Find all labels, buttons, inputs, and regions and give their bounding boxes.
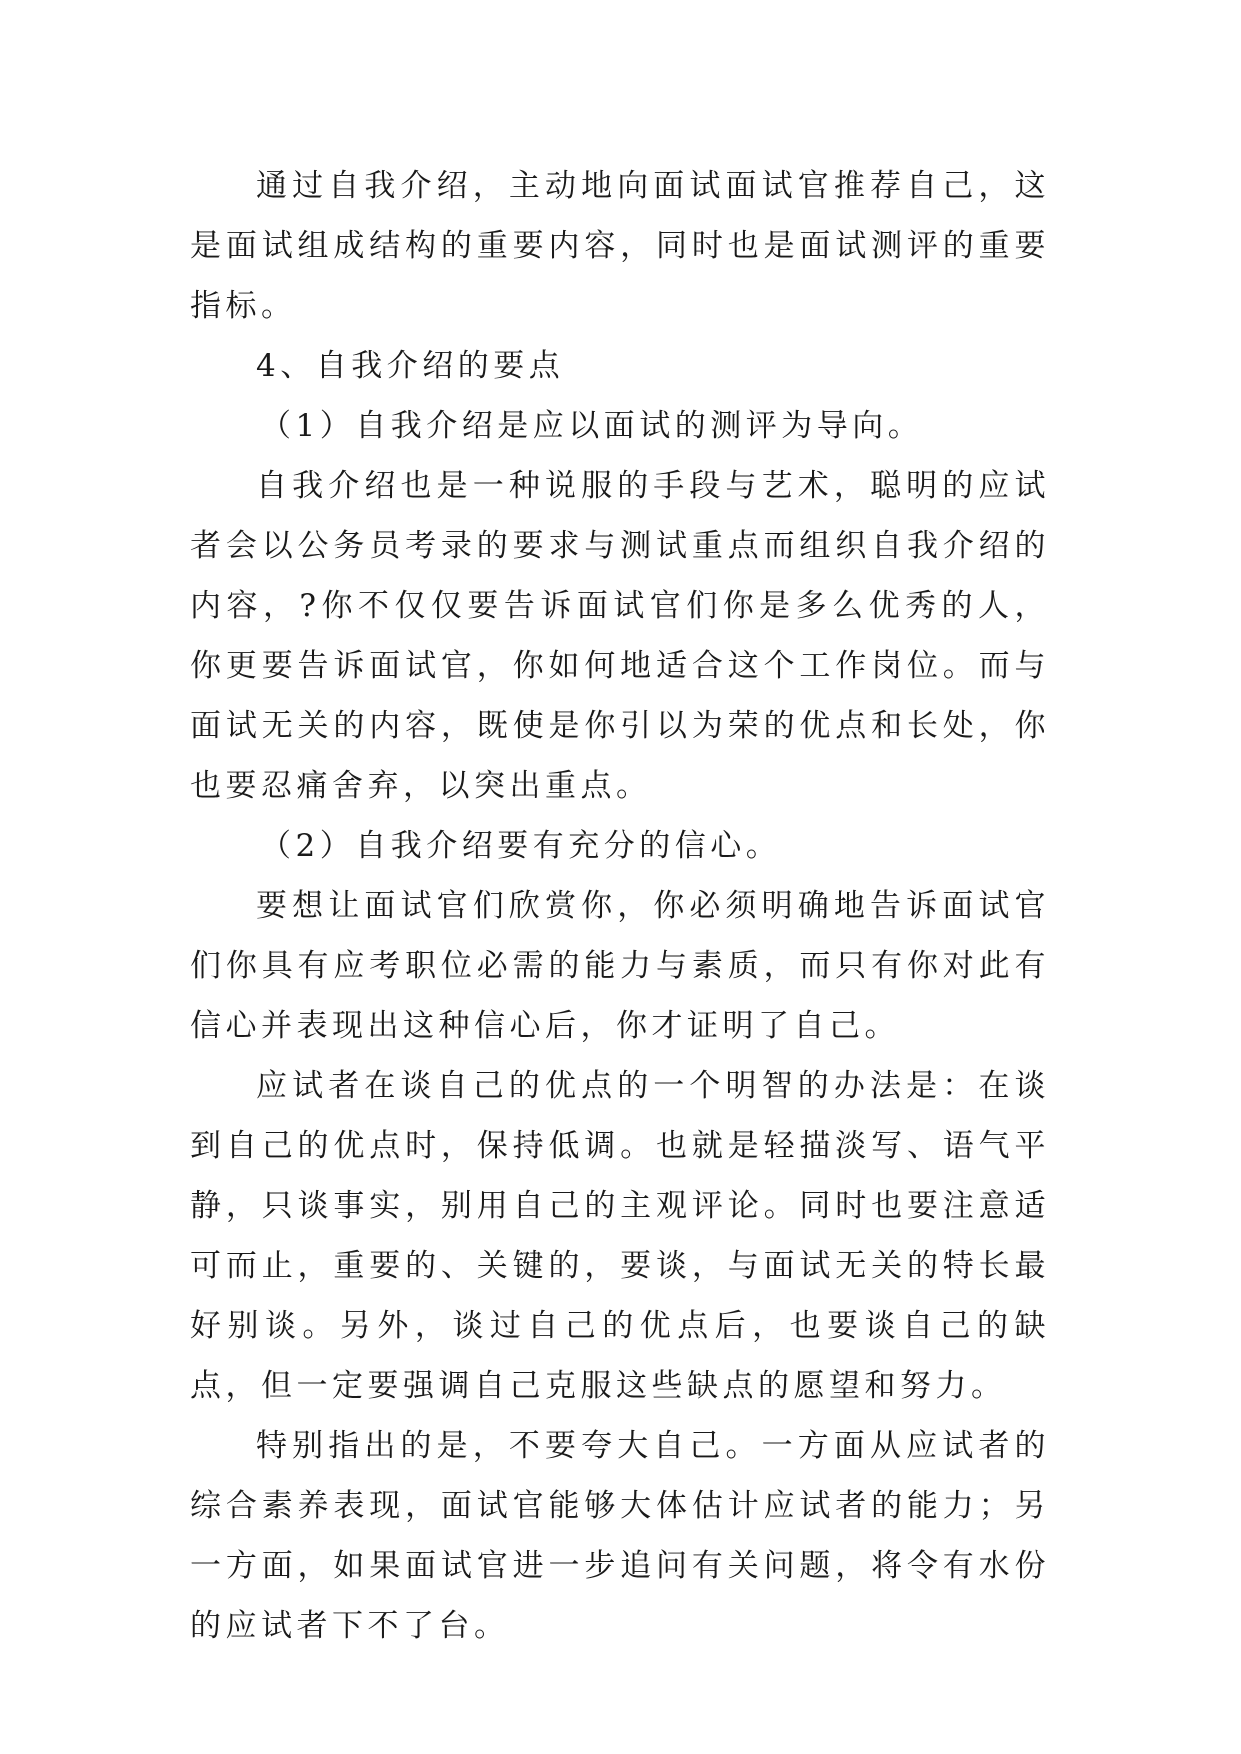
document-body <box>190 156 1050 1656</box>
paragraph-confidence: 要想让面试官们欣赏你，你必须明确地告诉面试官们你具有应考职位必需的能力与素质，而只有你对此有信心并表现出这种信心后，你才证明了自己。 <box>190 888 1050 1044</box>
paragraph-intro: 通过自我介绍，主动地向面试面试官推荐自己，这是面试组成结构的重要内容，同时也是面试测评的重要指标。 <box>190 168 1050 324</box>
section-heading-4: 4、自我介绍的要点 <box>256 348 565 384</box>
subheading-1: （1）自我介绍是应以面试的测评为导向。 <box>260 408 924 444</box>
paragraph-strengths: 应试者在谈自己的优点的一个明智的办法是：在谈到自己的优点时，保持低调。也就是轻描淡写、语气平静，只谈事实，别用自己的主观评论。同时也要注意适可而止，重要的、关键的，要谈，与面试无关的特长最好别谈。另外，谈过自己的优点后，也要谈自己的缺点，但一定要强调自己克服这些缺点的愿望和努力。 <box>190 1068 1050 1404</box>
paragraph-no-exaggeration: 特别指出的是，不要夸大自己。一方面从应试者的综合素养表现，面试官能够大体估计应试者的能力；另一方面，如果面试官进一步追问有关问题，将令有水份的应试者下不了台。 <box>190 1428 1050 1644</box>
subheading-2: （2）自我介绍要有充分的信心。 <box>260 828 782 864</box>
paragraph-persuasion: 自我介绍也是一种说服的手段与艺术，聪明的应试者会以公务员考录的要求与测试重点而组织自我介绍的内容，?你不仅仅要告诉面试官们你是多么优秀的人，你更要告诉面试官，你如何地适合这个工作岗位。而与面试无关的内容，既使是你引以为荣的优点和长处，你也要忍痛舍弃，以突出重点。 <box>190 468 1050 804</box>
